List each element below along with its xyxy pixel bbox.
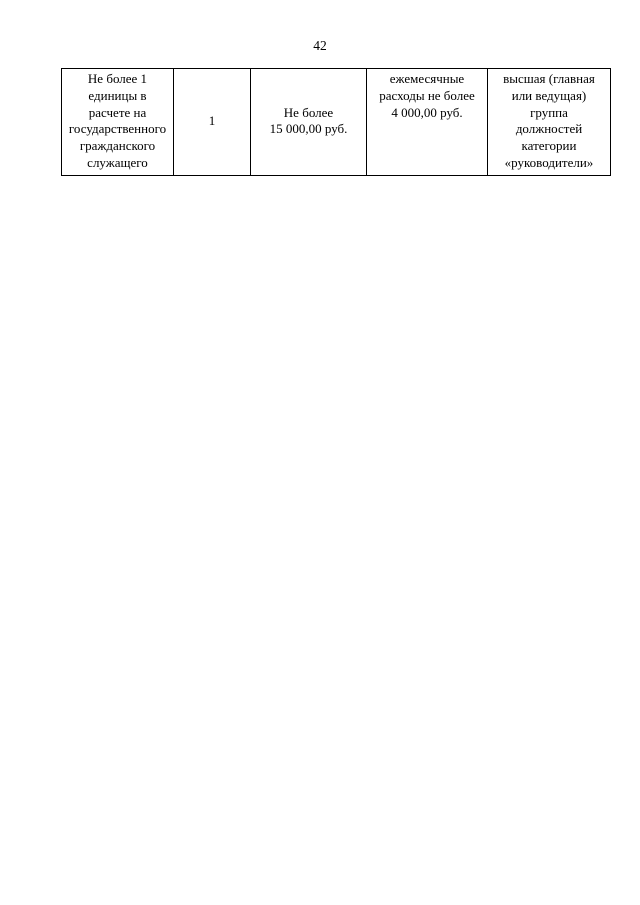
price-cell [251,69,367,176]
norms-table [61,68,611,176]
quantity-cell [62,69,174,176]
position-group-text: высшая (главная или ведущая) группа должностей категории «руководители» [503,71,595,170]
expenses-text: ежемесячные расходы не более 4 000,00 руб. [379,71,475,120]
quantity-text: Не более 1 единицы в расчете на государственного гражданского служащего [68,71,167,170]
count-text: 1 [208,112,216,128]
position-group-cell [488,69,611,176]
price-text: Не более 15 000,00 руб. [269,104,348,137]
count-cell [174,69,251,176]
page-number: 42 [313,38,327,53]
table-row [62,69,611,176]
expenses-cell [367,69,488,176]
